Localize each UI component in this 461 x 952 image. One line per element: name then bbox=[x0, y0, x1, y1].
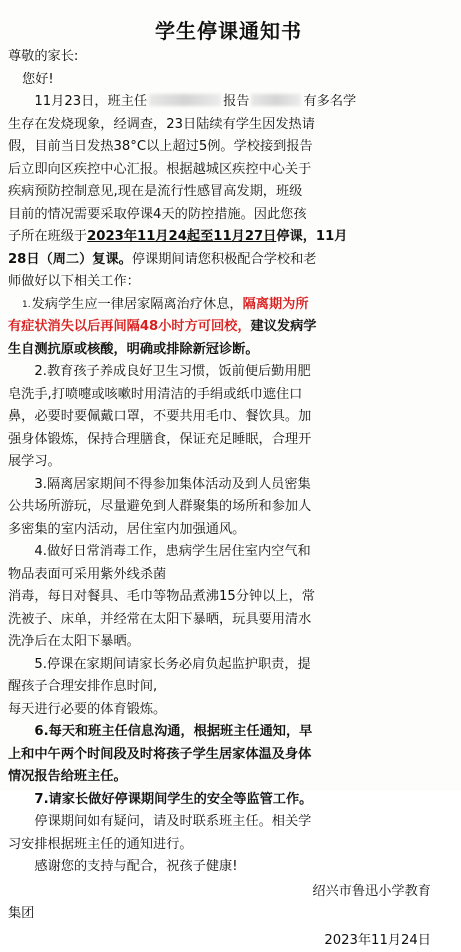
intro-line-1: 11月23日，班主任 报告 有多名学 bbox=[8, 91, 449, 114]
greeting: 尊敬的家长: bbox=[8, 46, 449, 69]
item-2-line-3: 鼻，必要时要佩戴口罩，不要共用毛巾、餐饮具。加 bbox=[8, 406, 449, 429]
item-1-line-1: 1.发病学生应一律居家隔离治疗休息，隔离期为所 bbox=[8, 294, 449, 317]
item-1-line-2: 有症状消失以后再间隔48小时方可回校，建议发病学 bbox=[8, 316, 449, 339]
signature-date: 2023年11月24日 bbox=[8, 930, 449, 952]
item-3-line-3: 多密集的室内活动，居住室内加强通风。 bbox=[8, 519, 449, 542]
notice-title: 学生停课通知书 bbox=[8, 18, 449, 44]
signature-block bbox=[8, 881, 449, 952]
item-1 bbox=[8, 294, 449, 362]
resume-date: 28日（周二）复课。 bbox=[8, 252, 132, 267]
closing-line-3: 感谢您的支持与配合，祝孩子健康! bbox=[8, 856, 449, 879]
item-3 bbox=[8, 474, 449, 542]
item-3-line-1: 3.隔离居家期间不得参加集体活动及到人员密集 bbox=[8, 474, 449, 497]
item-2-line-2: 皂洗手,打喷嚏或咳嗽时用清洁的手绢或纸巾遮住口 bbox=[8, 384, 449, 407]
signature-org-cont: 集团 bbox=[8, 903, 449, 926]
intro-line-2: 生存在发烧现象，经调查，23日陆续有学生因发热请 bbox=[8, 114, 449, 137]
suspension-dates: 2023年11月24起至11月27日 bbox=[87, 229, 276, 244]
closing-line-1: 停课期间如有疑问，请及时联系班主任。相关学 bbox=[8, 811, 449, 834]
item-4 bbox=[8, 541, 449, 654]
item-6 bbox=[8, 721, 449, 789]
item-4-line-3: 消毒，每日对餐具、毛巾等物品煮沸15分钟以上，常 bbox=[8, 586, 449, 609]
intro-line-7: 子所在班级于2023年11月24起至11月27日停课，11月 bbox=[8, 226, 449, 249]
item-2-line-1: 2.教育孩子养成良好卫生习惯，饭前便后勤用肥 bbox=[8, 361, 449, 384]
item-2 bbox=[8, 361, 449, 474]
item-6-line-1: 6.每天和班主任信息沟通，根据班主任通知，早 bbox=[8, 721, 449, 744]
item-5-line-1: 5.停课在家期间请家长务必肩负起监护职责，提 bbox=[8, 654, 449, 677]
intro-line-9: 师做好以下相关工作： bbox=[8, 271, 449, 294]
item-5-line-3: 每天进行必要的体育锻炼。 bbox=[8, 699, 449, 722]
intro-line-8: 28日（周二）复课。停课期间请您积极配合学校和老 bbox=[8, 249, 449, 272]
item-5-line-2: 醒孩子合理安排作息时间, bbox=[8, 676, 449, 699]
intro-paragraph bbox=[8, 91, 449, 294]
intro-line-4: 后立即向区疾控中心汇报。根据越城区疾控中心关于 bbox=[8, 159, 449, 182]
item-7 bbox=[8, 789, 449, 812]
redacted-class bbox=[251, 94, 301, 106]
item-5 bbox=[8, 654, 449, 722]
intro-line-6: 目前的情况需要采取停课4天的防控措施。因此您孩 bbox=[8, 204, 449, 227]
item-6-line-3: 情况报告给班主任。 bbox=[8, 766, 449, 789]
item-4-line-2: 物品表面可采用紫外线杀菌 bbox=[8, 564, 449, 587]
item-7-line-1: 7.请家长做好停课期间学生的安全等监管工作。 bbox=[8, 789, 449, 812]
item-4-line-5: 洗净后在太阳下暴晒。 bbox=[8, 631, 449, 654]
closing-paragraph bbox=[8, 811, 449, 879]
item-1-line-3: 生自测抗原或核酸，明确或排除新冠诊断。 bbox=[8, 339, 449, 362]
item-6-line-2: 上和中午两个时间段及时将孩子学生居家体温及身体 bbox=[8, 744, 449, 767]
item-2-line-5: 展学习。 bbox=[8, 451, 449, 474]
intro-line-5: 疾病预防控制意见,现在是流行性感冒高发期，班级 bbox=[8, 181, 449, 204]
intro-line-3: 假，目前当日发热38°C以上超过5例。学校接到报告 bbox=[8, 136, 449, 159]
redacted-name bbox=[149, 94, 221, 106]
closing-line-2: 习安排根据班主任的通知进行。 bbox=[8, 834, 449, 857]
item-3-line-2: 公共场所游玩，尽量避免到人群聚集的场所和参加人 bbox=[8, 496, 449, 519]
hello: 您好! bbox=[8, 69, 449, 92]
item-4-line-1: 4.做好日常消毒工作，患病学生居住室内空气和 bbox=[8, 541, 449, 564]
item-2-line-4: 强身体锻炼，保持合理膳食，保证充足睡眠，合理开 bbox=[8, 429, 449, 452]
signature-org: 绍兴市鲁迅小学教育 bbox=[8, 881, 449, 904]
item-4-line-4: 洗被子、床单，并经常在太阳下暴晒，玩具要用清水 bbox=[8, 609, 449, 632]
